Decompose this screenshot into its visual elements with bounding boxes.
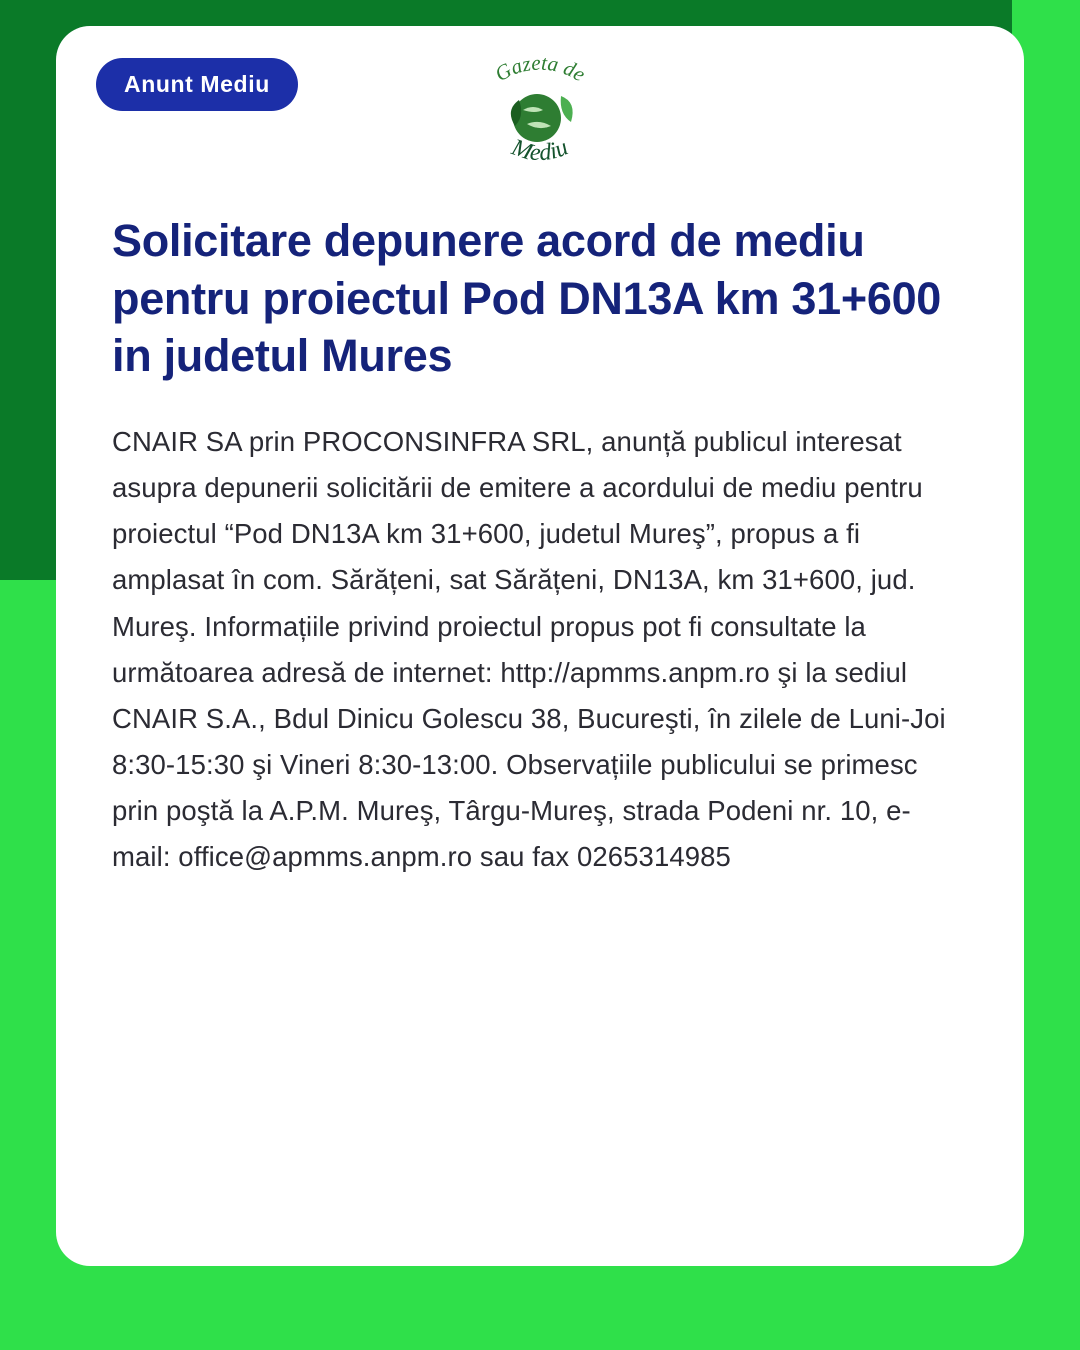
category-badge[interactable]: Anunt Mediu — [96, 58, 298, 111]
svg-text:Mediu: Mediu — [508, 134, 572, 167]
card-header — [56, 26, 1024, 176]
gazeta-de-mediu-logo — [465, 52, 615, 180]
background-bright-green-corner — [1012, 0, 1080, 14]
page-title: Solicitare depunere acord de mediu pentru proiectul Pod DN13A km 31+600 in judetul Mures — [112, 215, 942, 382]
svg-text:Gazeta de: Gazeta de — [490, 52, 590, 87]
announcement-body: CNAIR SA prin PROCONSINFRA SRL, anunță publicul interesat asupra depunerii solicitării de emitere a acordului de mediu pentru proiectul “Pod DN13A km 31+600, judetul Mureş”, propus a fi amplasat în com. Sărățeni, sat Sărățeni, DN13A, km 31+600, jud. Mureş. Informațiile privind proiectul propus pot fi consultate la următoarea adresă de internet: http://apmms.anpm.ro şi la sediul CNAIR S.A., Bdul Dinicu Golescu 38, Bucureşti, în zilele de Luni-Joi 8:30-15:30 şi Vineri 8:30-13:00. Observațiile publicului se primesc prin poştă la A.P.M. Mureş, Târgu-Mureş, strada Podeni nr. 10, e-mail: office@apmms.anpm.ro sau fax 0265314985 — [112, 425, 954, 873]
announcement-card — [56, 26, 1024, 1266]
